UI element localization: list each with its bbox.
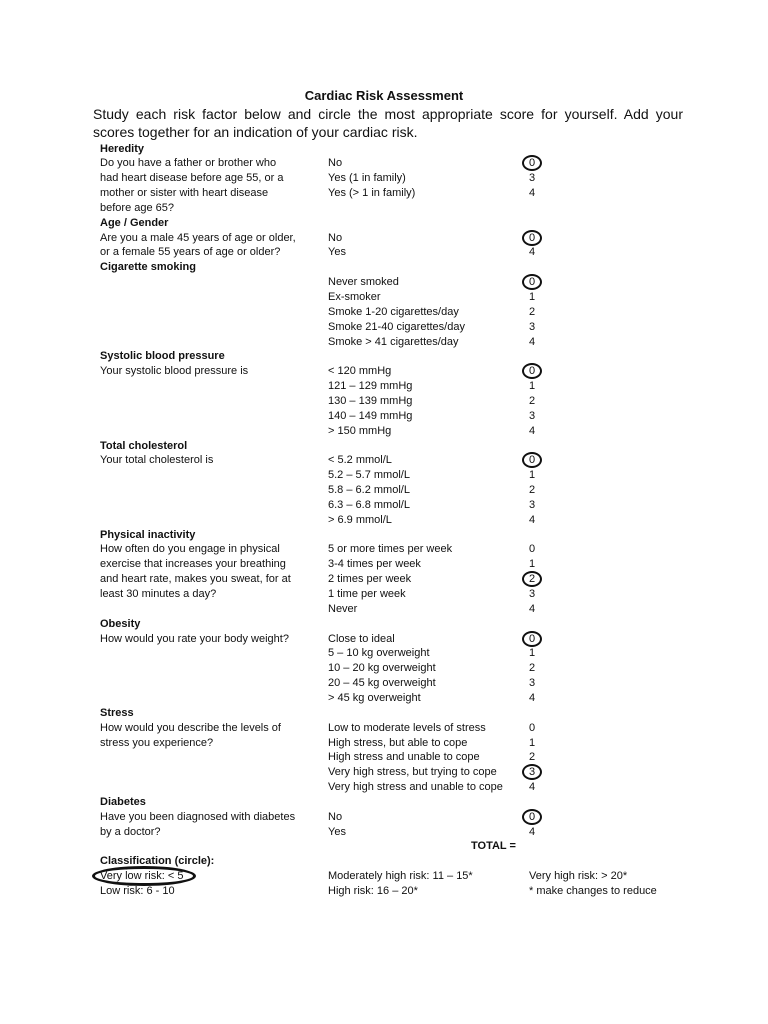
- blood-pressure-option-score[interactable]: 3: [528, 409, 536, 422]
- age-gender-option-score[interactable]: 4: [528, 246, 536, 259]
- obesity-option-score[interactable]: 0: [528, 632, 536, 645]
- inactivity-score-circle: [522, 571, 542, 587]
- inactivity-option-label: 3-4 times per week: [328, 558, 421, 571]
- cholesterol-option-score[interactable]: 3: [528, 498, 536, 511]
- heredity-score-circle: [522, 155, 542, 171]
- cholesterol-option-score[interactable]: 2: [528, 484, 536, 497]
- blood-pressure-option-label: > 150 mmHg: [328, 424, 392, 437]
- stress-option-score[interactable]: 4: [528, 781, 536, 794]
- stress-option-label: Very high stress, but trying to cope: [328, 766, 497, 779]
- inactivity-option-label: 2 times per week: [328, 573, 412, 586]
- blood-pressure-option-score[interactable]: 0: [528, 365, 536, 378]
- age-gender-question-line: or a female 55 years of age or older?: [100, 246, 281, 259]
- stress-option-label: High stress, but able to cope: [328, 736, 468, 749]
- heredity-question-line: before age 65?: [100, 201, 175, 214]
- obesity-score-circle: [522, 631, 542, 647]
- stress-question-line: stress you experience?: [100, 736, 214, 749]
- inactivity-question-line: and heart rate, makes you sweat, for at: [100, 573, 291, 586]
- cholesterol-heading: Total cholesterol: [100, 439, 188, 452]
- age-gender-heading: Age / Gender: [100, 216, 169, 229]
- classification-item: Low risk: 6 - 10: [100, 885, 175, 897]
- heredity-question-line: had heart disease before age 55, or a: [100, 172, 284, 185]
- stress-option-label: Very high stress and unable to cope: [328, 781, 503, 794]
- smoking-heading: Cigarette smoking: [100, 261, 196, 274]
- stress-question-line: How would you describe the levels of: [100, 721, 281, 734]
- obesity-option-label: Close to ideal: [328, 632, 395, 645]
- obesity-heading: Obesity: [100, 617, 141, 630]
- inactivity-option-score[interactable]: 3: [528, 588, 536, 600]
- diabetes-option-label: No: [328, 810, 343, 823]
- blood-pressure-option-score[interactable]: 1: [528, 380, 536, 393]
- inactivity-question-line: exercise that increases your breathing: [100, 558, 286, 571]
- inactivity-heading: Physical inactivity: [100, 528, 196, 541]
- obesity-option-score[interactable]: 4: [528, 691, 536, 704]
- cholesterol-option-label: 6.3 – 6.8 mmol/L: [328, 498, 410, 511]
- diabetes-question-line: Have you been diagnosed with diabetes: [100, 810, 296, 823]
- obesity-option-label: 5 – 10 kg overweight: [328, 647, 430, 660]
- smoking-option-label: Smoke 1-20 cigarettes/day: [328, 305, 459, 318]
- smoking-option-label: Never smoked: [328, 276, 399, 289]
- classification-item: Very high risk: > 20*: [529, 870, 628, 883]
- classification-heading: Classification (circle):: [100, 855, 215, 868]
- intro-text: Study each risk factor below and circle the most appropriate score for yourself. Add your scores together for an indication of your cardiac risk.: [93, 106, 683, 140]
- age-gender-question-line: Are you a male 45 years of age or older,: [100, 231, 296, 244]
- stress-option-score[interactable]: 3: [528, 766, 536, 779]
- heredity-question-line: Do you have a father or brother who: [100, 157, 277, 170]
- cholesterol-option-label: 5.2 – 5.7 mmol/L: [328, 469, 410, 482]
- diabetes-score-circle: [522, 809, 542, 825]
- smoking-option-label: Smoke 21-40 cigarettes/day: [328, 320, 465, 333]
- cholesterol-option-score[interactable]: 0: [528, 454, 536, 467]
- smoking-score-circle: [522, 274, 542, 290]
- age-gender-option-score[interactable]: 0: [528, 231, 536, 244]
- classification-item: High risk: 16 – 20*: [328, 885, 418, 897]
- inactivity-option-label: Never: [328, 602, 358, 615]
- inactivity-option-score[interactable]: 4: [528, 602, 536, 615]
- cholesterol-question-line: Your total cholesterol is: [100, 454, 214, 467]
- smoking-option-score[interactable]: 1: [528, 291, 536, 303]
- cholesterol-option-label: > 6.9 mmol/L: [328, 513, 392, 526]
- blood-pressure-option-label: 130 – 139 mmHg: [328, 394, 413, 407]
- inactivity-option-score[interactable]: 1: [528, 558, 536, 571]
- stress-option-score[interactable]: 0: [528, 721, 536, 734]
- smoking-option-score[interactable]: 2: [528, 305, 536, 318]
- inactivity-option-label: 5 or more times per week: [328, 543, 453, 556]
- obesity-question-line: How would you rate your body weight?: [100, 632, 289, 645]
- obesity-option-score[interactable]: 3: [528, 677, 536, 690]
- stress-option-score[interactable]: 2: [528, 751, 536, 764]
- page-title: Cardiac Risk Assessment: [304, 88, 464, 103]
- blood-pressure-option-label: 140 – 149 mmHg: [328, 409, 413, 422]
- blood-pressure-option-score[interactable]: 2: [528, 394, 536, 407]
- inactivity-option-label: 1 time per week: [328, 588, 406, 600]
- blood-pressure-question-line: Your systolic blood pressure is: [100, 365, 249, 378]
- classification-circle: [92, 866, 196, 886]
- classification-item[interactable]: Very low risk: < 5: [100, 870, 184, 883]
- diabetes-option-score[interactable]: 0: [528, 810, 536, 823]
- cholesterol-option-label: 5.8 – 6.2 mmol/L: [328, 484, 410, 497]
- diabetes-option-score[interactable]: 4: [528, 825, 536, 838]
- total-label: TOTAL =: [471, 840, 516, 853]
- smoking-option-score[interactable]: 4: [528, 335, 536, 348]
- smoking-option-score[interactable]: 3: [528, 320, 536, 333]
- blood-pressure-option-label: 121 – 129 mmHg: [328, 380, 413, 393]
- classification-item: * make changes to reduce: [529, 885, 657, 897]
- smoking-option-score[interactable]: 0: [528, 276, 536, 289]
- inactivity-question-line: least 30 minutes a day?: [100, 588, 217, 600]
- age-gender-score-circle: [522, 230, 542, 246]
- diabetes-question-line: by a doctor?: [100, 825, 161, 838]
- stress-heading: Stress: [100, 706, 134, 719]
- cholesterol-option-score[interactable]: 4: [528, 513, 536, 526]
- obesity-option-label: > 45 kg overweight: [328, 691, 421, 704]
- heredity-option-score[interactable]: 4: [528, 187, 536, 200]
- obesity-option-label: 20 – 45 kg overweight: [328, 677, 436, 690]
- heredity-option-score[interactable]: 3: [528, 172, 536, 185]
- inactivity-option-score[interactable]: 2: [528, 573, 536, 586]
- blood-pressure-option-label: < 120 mmHg: [328, 365, 392, 378]
- obesity-option-score[interactable]: 1: [528, 647, 536, 660]
- smoking-option-label: Ex-smoker: [328, 291, 381, 303]
- diabetes-option-label: Yes: [328, 825, 346, 838]
- diabetes-heading: Diabetes: [100, 795, 146, 808]
- cholesterol-score-circle: [522, 452, 542, 468]
- inactivity-question-line: How often do you engage in physical: [100, 543, 280, 556]
- blood-pressure-heading: Systolic blood pressure: [100, 350, 225, 363]
- stress-option-label: High stress and unable to cope: [328, 751, 480, 764]
- age-gender-option-label: Yes: [328, 246, 346, 259]
- cholesterol-option-label: < 5.2 mmol/L: [328, 454, 392, 467]
- heredity-option-label: Yes (1 in family): [328, 172, 406, 185]
- stress-option-score[interactable]: 1: [528, 736, 536, 749]
- obesity-option-label: 10 – 20 kg overweight: [328, 662, 436, 675]
- heredity-option-score[interactable]: 0: [528, 157, 536, 170]
- inactivity-option-score[interactable]: 0: [528, 543, 536, 556]
- cholesterol-option-score[interactable]: 1: [528, 469, 536, 482]
- stress-option-label: Low to moderate levels of stress: [328, 721, 486, 734]
- heredity-option-label: No: [328, 157, 343, 170]
- blood-pressure-option-score[interactable]: 4: [528, 424, 536, 437]
- heredity-heading: Heredity: [100, 142, 145, 155]
- heredity-question-line: mother or sister with heart disease: [100, 187, 269, 200]
- age-gender-option-label: No: [328, 231, 343, 244]
- blood-pressure-score-circle: [522, 363, 542, 379]
- heredity-option-label: Yes (> 1 in family): [328, 187, 416, 200]
- smoking-option-label: Smoke > 41 cigarettes/day: [328, 335, 459, 348]
- classification-item: Moderately high risk: 11 – 15*: [328, 870, 473, 883]
- stress-score-circle: [522, 764, 542, 780]
- obesity-option-score[interactable]: 2: [528, 662, 536, 675]
